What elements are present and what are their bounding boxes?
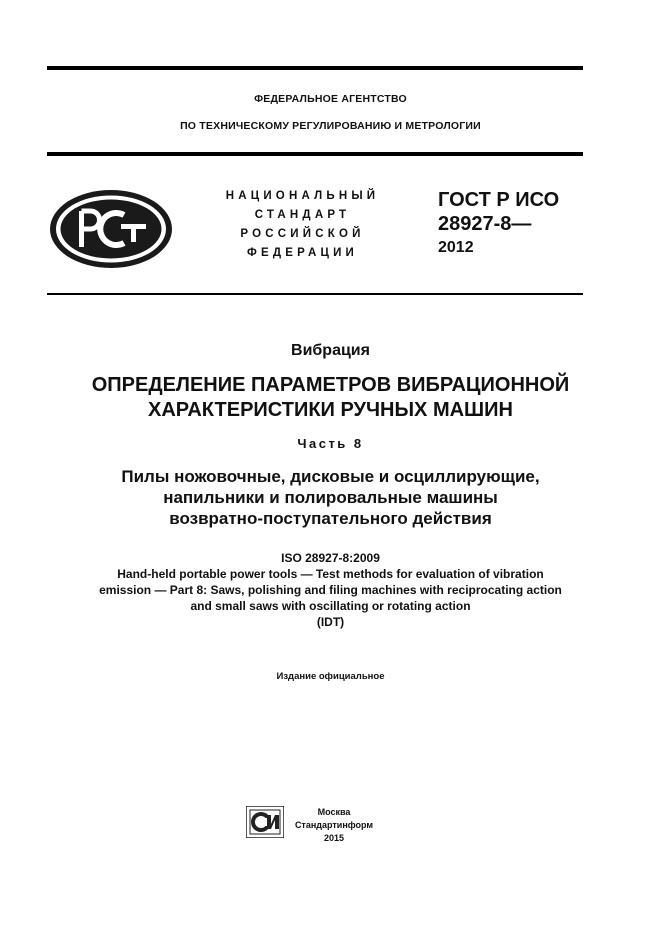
national-standard-label	[215, 187, 390, 263]
header-rule	[47, 152, 583, 156]
national-standard-line-3: РОССИЙСКОЙ	[240, 228, 365, 240]
part-title-line-1: Пилы ножовочные, дисковые и осциллирующие,	[121, 467, 540, 486]
agency-line-2: ПО ТЕХНИЧЕСКОМУ РЕГУЛИРОВАНИЮ И МЕТРОЛОГИИ	[180, 120, 481, 132]
standartinform-logo-icon	[246, 806, 284, 838]
part-title	[0, 466, 661, 529]
main-title-line-1: ОПРЕДЕЛЕНИЕ ПАРАМЕТРОВ ВИБРАЦИОННОЙ	[91, 374, 570, 396]
national-standard-line-2: СТАНДАРТ	[254, 209, 351, 221]
part-title-line-3: возвратно-поступательного действия	[169, 509, 492, 528]
iso-title-line-4: (IDT)	[316, 615, 345, 629]
designation-line-1: ГОСТ Р ИСО	[438, 189, 560, 211]
part-label: Часть 8	[297, 436, 364, 451]
national-standard-line-1: НАЦИОНАЛЬНЫЙ	[225, 190, 380, 202]
iso-number: ISO 28927-8:2009	[281, 551, 380, 565]
iso-title-line-1: Hand-held portable power tools — Test methods for evaluation of vibration	[117, 567, 544, 581]
designation-year: 2012	[438, 239, 474, 256]
main-title	[0, 373, 661, 423]
publisher-city: Москва	[317, 807, 351, 817]
subject-group: Вибрация	[291, 342, 370, 359]
publisher-year: 2015	[323, 833, 345, 843]
top-rule	[47, 66, 583, 70]
publisher-info	[292, 806, 376, 845]
iso-title-line-3: and small saws with oscillating or rotating action	[190, 599, 471, 613]
section-rule	[47, 293, 583, 295]
publisher-name: Стандартинформ	[294, 820, 374, 830]
standard-designation	[438, 188, 559, 260]
iso-english-title	[0, 566, 661, 630]
designation-line-2: 28927-8—	[438, 213, 532, 235]
agency-line-1: ФЕДЕРАЛЬНОЕ АГЕНТСТВО	[254, 93, 407, 105]
part-title-line-2: напильники и полировальные машины	[163, 488, 498, 507]
iso-title-line-2: emission — Part 8: Saws, polishing and filing machines with reciprocating action	[99, 583, 562, 597]
edition-label: Издание официальное	[276, 671, 385, 682]
rst-logo-icon	[48, 188, 174, 270]
national-standard-line-4: ФЕДЕРАЦИИ	[246, 247, 359, 259]
main-title-line-2: ХАРАКТЕРИСТИКИ РУЧНЫХ МАШИН	[148, 399, 513, 421]
